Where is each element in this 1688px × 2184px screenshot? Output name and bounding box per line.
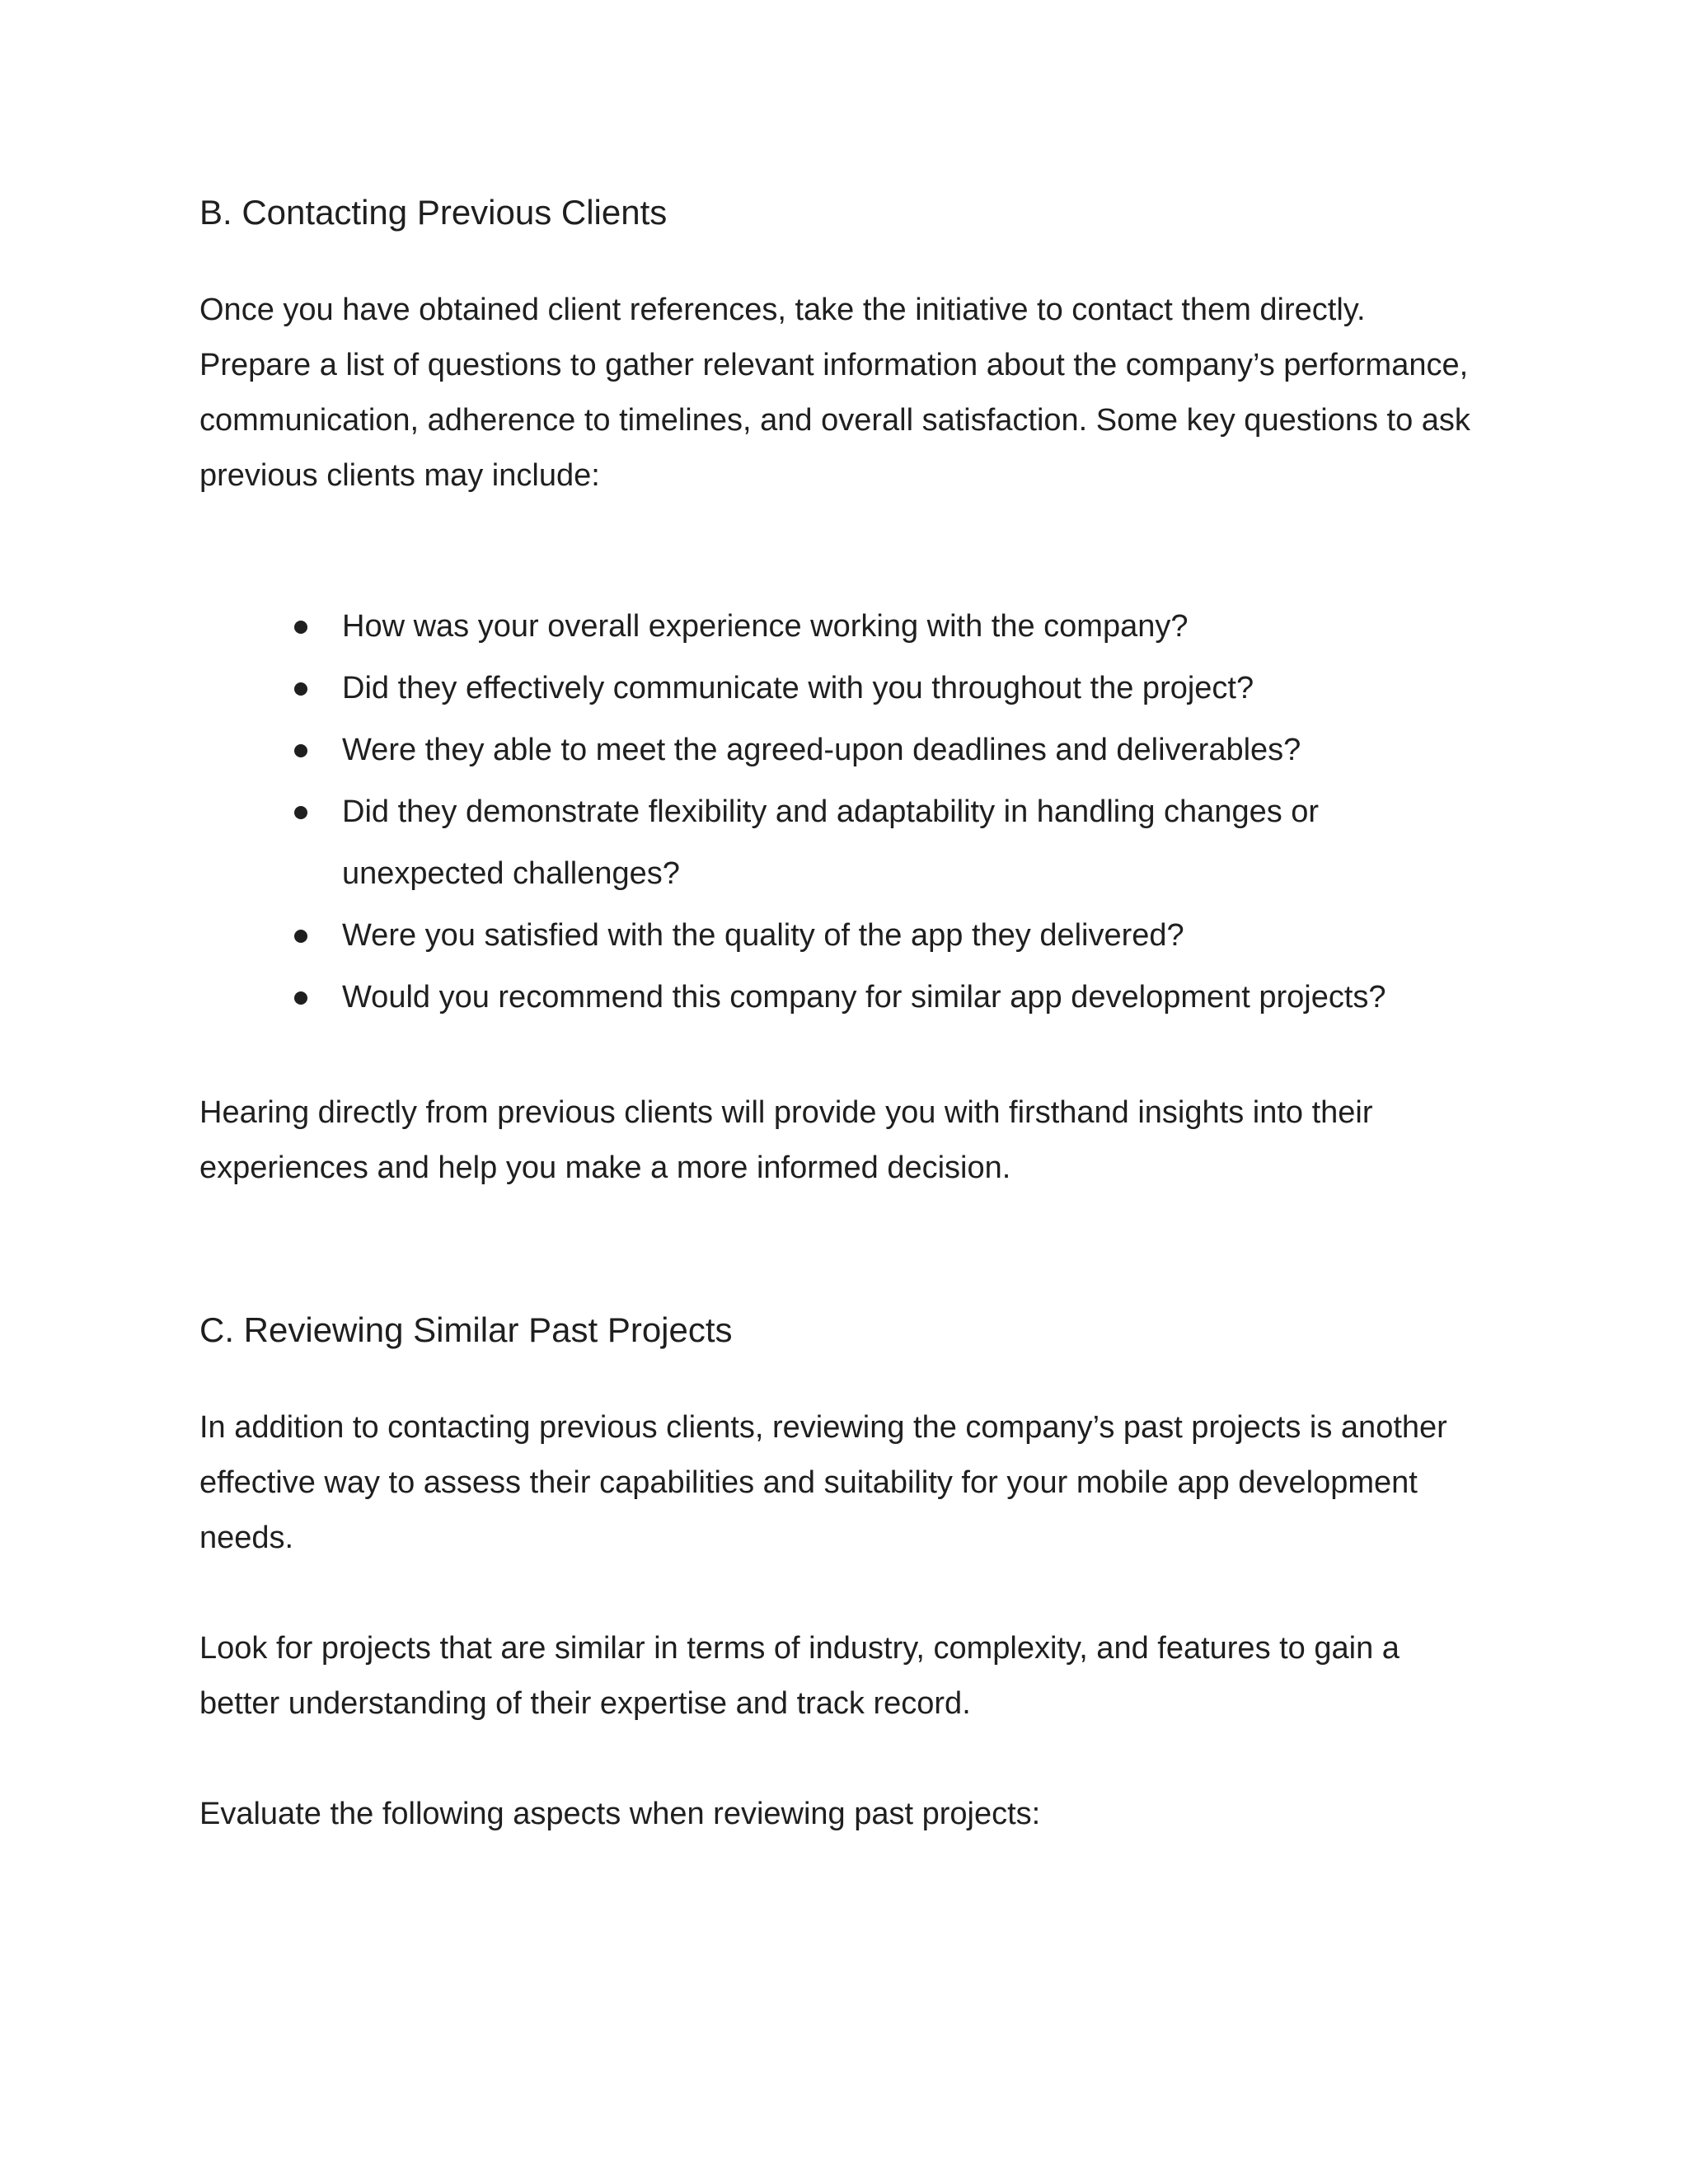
text-line: effective way to assess their capabilities and suitability for your mobile app development	[199, 1465, 1418, 1500]
section-b-intro	[199, 283, 1502, 504]
list-item-text: Would you recommend this company for similar app development projects?	[342, 980, 1386, 1015]
text-line: previous clients may include:	[199, 458, 600, 493]
list-item	[199, 719, 1502, 781]
bullet-icon	[294, 682, 307, 696]
list-item-text: Did they effectively communicate with you throughout the project?	[342, 671, 1254, 705]
section-c-paragraph-2	[199, 1621, 1502, 1732]
text-line: experiences and help you make a more informed decision.	[199, 1151, 1011, 1185]
list-item	[199, 596, 1502, 658]
bullet-icon	[294, 806, 307, 819]
text-line: needs.	[199, 1521, 294, 1555]
section-c-paragraph-1	[199, 1400, 1502, 1566]
list-item	[199, 967, 1502, 1029]
text-line: Prepare a list of questions to gather relevant information about the company’s performance,	[199, 348, 1469, 382]
bullet-icon	[294, 991, 307, 1005]
list-item-text: unexpected challenges?	[342, 856, 680, 891]
list-item	[199, 781, 1502, 905]
document-content	[199, 191, 1502, 1842]
text-line: Hearing directly from previous clients will provide you with firsthand insights into their	[199, 1095, 1373, 1130]
bullet-icon	[294, 621, 307, 634]
bullet-icon	[294, 744, 307, 757]
bullet-icon	[294, 930, 307, 943]
section-b-heading: B. Contacting Previous Clients	[199, 193, 668, 232]
section-b-closing	[199, 1085, 1502, 1196]
list-item-text: How was your overall experience working with the company?	[342, 609, 1189, 644]
section-c-paragraph-3	[199, 1787, 1502, 1842]
text-line: In addition to contacting previous clients, reviewing the company’s past projects is another	[199, 1410, 1447, 1445]
list-item-text: Did they demonstrate flexibility and adaptability in handling changes or	[342, 794, 1320, 829]
text-line: Evaluate the following aspects when reviewing past projects:	[199, 1797, 1041, 1831]
text-line: communication, adherence to timelines, and overall satisfaction. Some key questions to ask	[199, 403, 1470, 438]
list-item-text: Were they able to meet the agreed-upon deadlines and deliverables?	[342, 733, 1301, 767]
section-c-heading: C. Reviewing Similar Past Projects	[199, 1310, 733, 1349]
text-line: better understanding of their expertise and track record.	[199, 1686, 971, 1721]
list-item	[199, 658, 1502, 719]
list-item	[199, 905, 1502, 967]
list-item-text: Were you satisfied with the quality of the app they delivered?	[342, 918, 1184, 953]
text-line: Once you have obtained client references, take the initiative to contact them directly.	[199, 293, 1366, 327]
text-line: Look for projects that are similar in terms of industry, complexity, and features to gain a	[199, 1631, 1400, 1666]
questions-list	[199, 596, 1502, 1029]
